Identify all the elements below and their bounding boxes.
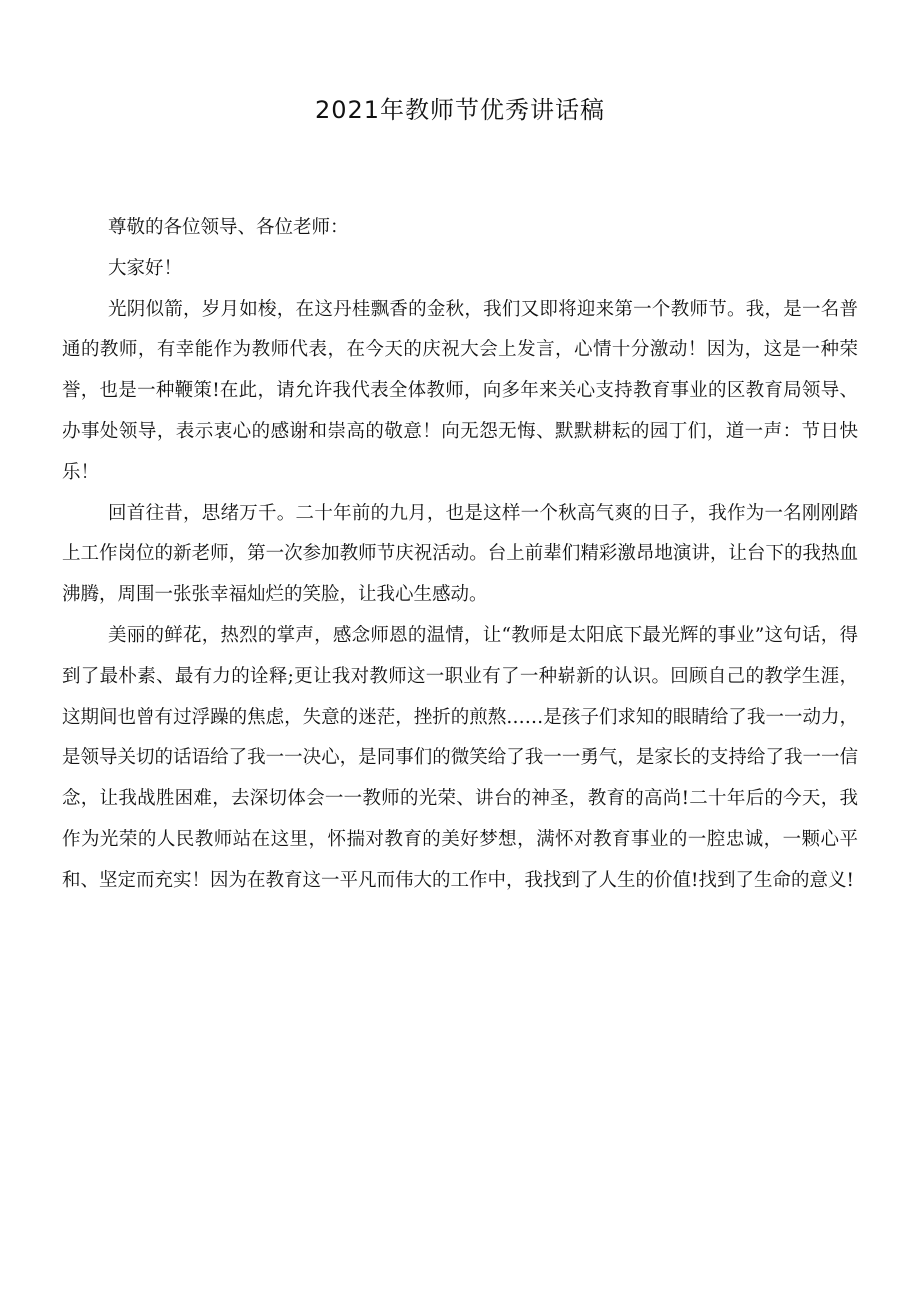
greeting: 大家好！ [108,257,183,279]
document-title: 2021年教师节优秀讲话稿 [314,96,606,124]
document-body [62,208,858,902]
paragraph-opening: 光阴似箭，岁月如梭，在这丹桂飘香的金秋，我们又即将迎来第一个教师节。我，是一名普通的教师，有幸能作为教师代表，在今天的庆祝大会上发言，心情十分激动！因为，这是一种荣誉，也是一种鞭策!在此，请允许我代表全体教师，向多年来关心支持教育事业的区教育局领导、办事处领导，表示衷心的感谢和崇高的敬意！向无怨无悔、默默耕耘的园丁们，道一声：节日快乐！ [62,298,858,483]
salutation: 尊敬的各位领导、各位老师： [108,217,349,238]
paragraph-memory: 回首往昔，思绪万千。二十年前的九月，也是这样一个秋高气爽的日子，我作为一名刚刚踏上工作岗位的新老师，第一次参加教师节庆祝活动。台上前辈们精彩激昂地演讲，让台下的我热血沸腾，周围一张张幸福灿烂的笑脸，让我心生感动。 [62,502,858,606]
paragraph-reflection: 美丽的鲜花，热烈的掌声，感念师恩的温情，让“教师是太阳底下最光辉的事业”这句话，得到了最朴素、最有力的诠释;更让我对教师这一职业有了一种崭新的认识。回顾自己的教学生涯，这期间也曾有过浮躁的焦虑，失意的迷茫，挫折的煎熬……是孩子们求知的眼睛给了我一一动力，是领导关切的话语给了我一一决心，是同事们的微笑给了我一一勇气，是家长的支持给了我一一信念，让我战胜困难，去深切体会一一教师的光荣、讲台的神圣，教育的高尚!二十年后的今天，我作为光荣的人民教师站在这里，怀揣对教育的美好梦想，满怀对教育事业的一腔忠诚，一颗心平和、坚定而充实！因为在教育这一平凡而伟大的工作中，我找到了人生的价值!找到了生命的意义! [62,624,858,891]
